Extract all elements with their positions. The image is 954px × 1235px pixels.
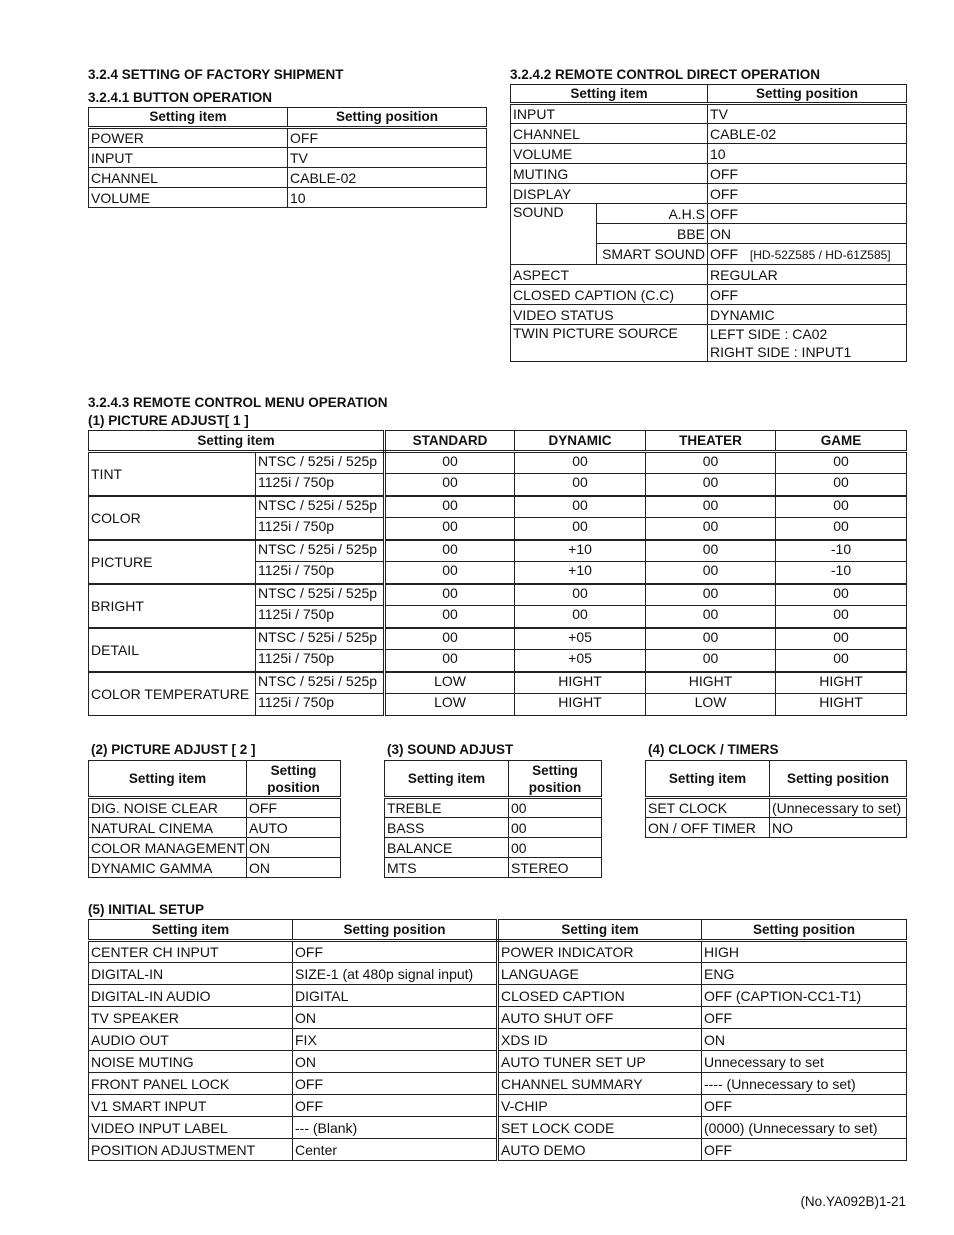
setting-value: 00 <box>776 628 907 650</box>
sound-adjust-table <box>384 760 602 878</box>
column-header: Setting position <box>288 108 487 128</box>
setting-value: 00 <box>385 452 515 474</box>
setting-value: +05 <box>515 628 646 650</box>
setting-value: +10 <box>515 562 646 584</box>
setting-position: 00 <box>509 798 602 818</box>
column-header: Setting position <box>708 85 907 104</box>
setting-item: COLOR <box>89 496 256 540</box>
setting-value: +05 <box>515 650 646 672</box>
subheading-picture-adjust-1: (1) PICTURE ADJUST[ 1 ] <box>88 413 249 428</box>
setting-item: POWER INDICATOR <box>498 941 702 963</box>
setting-position: AUTO <box>247 818 341 838</box>
signal-format: 1125i / 750p <box>256 518 385 540</box>
setting-position: REGULAR <box>708 265 907 285</box>
picture-adjust-2-table <box>88 760 341 878</box>
setting-position: (Unnecessary to set) <box>770 798 907 818</box>
table-row <box>89 672 907 694</box>
signal-format: 1125i / 750p <box>256 694 385 716</box>
initial-setup-table <box>88 919 907 1161</box>
setting-item: AUDIO OUT <box>89 1029 293 1051</box>
setting-item: TREBLE <box>385 798 509 818</box>
table-row <box>89 1007 907 1029</box>
setting-value: HIGHT <box>646 672 776 694</box>
setting-position: 10 <box>708 144 907 164</box>
setting-item: NATURAL CINEMA <box>89 818 247 838</box>
setting-position: OFF <box>293 941 498 963</box>
signal-format: 1125i / 750p <box>256 474 385 496</box>
setting-item: BALANCE <box>385 838 509 858</box>
setting-value: 00 <box>646 452 776 474</box>
setting-item: VIDEO INPUT LABEL <box>89 1117 293 1139</box>
section-heading-remote-direct: 3.2.4.2 REMOTE CONTROL DIRECT OPERATION <box>510 67 821 82</box>
table-row <box>89 584 907 606</box>
setting-position: ON <box>293 1007 498 1029</box>
setting-item: POWER <box>89 128 288 148</box>
setting-position: (0000) (Unnecessary to set) <box>702 1117 907 1139</box>
setting-item: TINT <box>89 452 256 496</box>
column-header: Setting item <box>498 920 702 941</box>
setting-item: ASPECT <box>511 265 708 285</box>
column-header: DYNAMIC <box>515 431 646 452</box>
setting-item: SET CLOCK <box>646 798 770 818</box>
signal-format: NTSC / 525i / 525p <box>256 496 385 518</box>
setting-item: DIGITAL-IN AUDIO <box>89 985 293 1007</box>
setting-item: MUTING <box>511 164 708 184</box>
setting-value: 00 <box>646 540 776 562</box>
setting-value: HIGHT <box>515 694 646 716</box>
setting-item: AUTO TUNER SET UP <box>498 1051 702 1073</box>
sound-sub-item: A.H.S <box>597 204 708 224</box>
setting-item: AUTO SHUT OFF <box>498 1007 702 1029</box>
setting-value: 00 <box>646 650 776 672</box>
setting-value: 00 <box>646 606 776 628</box>
table-row <box>89 1073 907 1095</box>
setting-value: HIGHT <box>776 694 907 716</box>
twin-right-side: RIGHT SIDE : INPUT1 <box>710 344 852 360</box>
setting-value: 00 <box>385 562 515 584</box>
column-header: Setting position <box>509 761 602 798</box>
setting-item-sound: SOUND <box>511 204 597 265</box>
clock-timers-table <box>645 760 907 838</box>
setting-item: CLOSED CAPTION (C.C) <box>511 285 708 305</box>
setting-position: --- (Blank) <box>293 1117 498 1139</box>
setting-position: Unnecessary to set <box>702 1051 907 1073</box>
setting-position: OFF <box>708 184 907 204</box>
setting-value: 00 <box>385 584 515 606</box>
setting-item: CHANNEL <box>511 124 708 144</box>
setting-item: COLOR TEMPERATURE <box>89 672 256 716</box>
setting-value: 00 <box>776 518 907 540</box>
setting-value: 00 <box>385 518 515 540</box>
column-header: Setting position <box>247 761 341 798</box>
setting-position: NO <box>770 818 907 838</box>
setting-value: 00 <box>646 584 776 606</box>
column-header: Setting item <box>89 761 247 798</box>
setting-item: VOLUME <box>511 144 708 164</box>
column-header: Setting item <box>511 85 708 104</box>
setting-position: TV <box>288 148 487 168</box>
setting-position: Center <box>293 1139 498 1161</box>
twin-left-side: LEFT SIDE : CA02 <box>710 326 828 342</box>
setting-item: DISPLAY <box>511 184 708 204</box>
setting-item: POSITION ADJUSTMENT <box>89 1139 293 1161</box>
setting-position: ON <box>293 1051 498 1073</box>
setting-item: AUTO DEMO <box>498 1139 702 1161</box>
setting-value: 00 <box>385 496 515 518</box>
column-header: Setting position <box>770 761 907 798</box>
table-row <box>89 963 907 985</box>
setting-item: MTS <box>385 858 509 878</box>
table-row <box>89 496 907 518</box>
setting-value: 00 <box>776 584 907 606</box>
table-row <box>89 1095 907 1117</box>
setting-value: 00 <box>776 474 907 496</box>
setting-position: OFF <box>708 204 907 224</box>
setting-position: STEREO <box>509 858 602 878</box>
column-header: GAME <box>776 431 907 452</box>
section-heading-remote-menu: 3.2.4.3 REMOTE CONTROL MENU OPERATION <box>88 395 388 410</box>
model-note: [HD-52Z585 / HD-61Z585] <box>749 247 891 262</box>
setting-item: V-CHIP <box>498 1095 702 1117</box>
setting-position: 00 <box>509 838 602 858</box>
setting-value: 00 <box>646 518 776 540</box>
setting-position: DIGITAL <box>293 985 498 1007</box>
setting-position: OFF <box>708 164 907 184</box>
setting-value: 00 <box>515 518 646 540</box>
setting-position: 10 <box>288 188 487 208</box>
setting-value: LOW <box>646 694 776 716</box>
setting-item: FRONT PANEL LOCK <box>89 1073 293 1095</box>
setting-value: 00 <box>385 606 515 628</box>
picture-adjust-1-table <box>88 430 907 716</box>
setting-position: FIX <box>293 1029 498 1051</box>
subheading-initial-setup: (5) INITIAL SETUP <box>88 902 205 917</box>
setting-position: OFF <box>288 128 487 148</box>
setting-item: BRIGHT <box>89 584 256 628</box>
setting-position-twin-picture <box>708 325 907 362</box>
setting-position: CABLE-02 <box>708 124 907 144</box>
setting-position: ENG <box>702 963 907 985</box>
setting-item: LANGUAGE <box>498 963 702 985</box>
setting-value: 00 <box>776 606 907 628</box>
table-row <box>89 985 907 1007</box>
setting-item: VOLUME <box>89 188 288 208</box>
setting-position: OFF <box>247 798 341 818</box>
column-header: STANDARD <box>385 431 515 452</box>
setting-item: COLOR MANAGEMENT <box>89 838 247 858</box>
subheading-clock-timers: (4) CLOCK / TIMERS <box>648 742 779 757</box>
setting-position: ON <box>708 224 907 244</box>
setting-item: INPUT <box>511 104 708 124</box>
setting-position-value: OFF <box>710 245 739 262</box>
setting-item: CLOSED CAPTION <box>498 985 702 1007</box>
setting-position: HIGH <box>702 941 907 963</box>
setting-position: OFF <box>702 1095 907 1117</box>
setting-position: ON <box>247 838 341 858</box>
setting-value: 00 <box>515 452 646 474</box>
setting-value: 00 <box>385 540 515 562</box>
button-operation-table <box>88 107 487 208</box>
column-header: Setting item <box>89 431 385 452</box>
setting-item: INPUT <box>89 148 288 168</box>
setting-position: ON <box>702 1029 907 1051</box>
table-row <box>89 628 907 650</box>
sound-sub-item: BBE <box>597 224 708 244</box>
setting-position: ---- (Unnecessary to set) <box>702 1073 907 1095</box>
remote-direct-table <box>510 84 907 362</box>
setting-item: XDS ID <box>498 1029 702 1051</box>
table-row <box>89 941 907 963</box>
setting-item: TV SPEAKER <box>89 1007 293 1029</box>
subheading-picture-adjust-2: (2) PICTURE ADJUST [ 2 ] <box>91 742 256 757</box>
setting-position: OFF <box>293 1073 498 1095</box>
subheading-sound-adjust: (3) SOUND ADJUST <box>387 742 514 757</box>
setting-value: 00 <box>776 650 907 672</box>
setting-value: +10 <box>515 540 646 562</box>
signal-format: NTSC / 525i / 525p <box>256 540 385 562</box>
setting-value: 00 <box>646 628 776 650</box>
setting-value: LOW <box>385 672 515 694</box>
table-row <box>89 452 907 474</box>
column-header: Setting item <box>646 761 770 798</box>
column-header: Setting item <box>89 108 288 128</box>
setting-value: -10 <box>776 540 907 562</box>
setting-value: HIGHT <box>776 672 907 694</box>
setting-item: VIDEO STATUS <box>511 305 708 325</box>
setting-value: HIGHT <box>515 672 646 694</box>
setting-item: V1 SMART INPUT <box>89 1095 293 1117</box>
page-number: (No.YA092B)1-21 <box>800 1194 906 1209</box>
column-header: Setting item <box>385 761 509 798</box>
setting-value: 00 <box>515 474 646 496</box>
column-header: Setting position <box>702 920 907 941</box>
setting-item: DYNAMIC GAMMA <box>89 858 247 878</box>
setting-position: DYNAMIC <box>708 305 907 325</box>
setting-item: PICTURE <box>89 540 256 584</box>
setting-value: 00 <box>646 474 776 496</box>
setting-value: 00 <box>385 474 515 496</box>
table-row <box>89 540 907 562</box>
column-header: Setting position <box>293 920 498 941</box>
setting-position: OFF (CAPTION-CC1-T1) <box>702 985 907 1007</box>
setting-item: CHANNEL <box>89 168 288 188</box>
table-row <box>89 1117 907 1139</box>
setting-value: 00 <box>385 628 515 650</box>
setting-value: 00 <box>515 584 646 606</box>
setting-value: 00 <box>515 496 646 518</box>
setting-value: 00 <box>515 606 646 628</box>
table-row <box>89 1139 907 1161</box>
signal-format: 1125i / 750p <box>256 606 385 628</box>
setting-position: OFF <box>293 1095 498 1117</box>
setting-item: ON / OFF TIMER <box>646 818 770 838</box>
setting-item: SET LOCK CODE <box>498 1117 702 1139</box>
setting-position: CABLE-02 <box>288 168 487 188</box>
sound-sub-item: SMART SOUND <box>597 244 708 265</box>
setting-position-smart-sound <box>708 244 907 265</box>
signal-format: NTSC / 525i / 525p <box>256 628 385 650</box>
column-header: THEATER <box>646 431 776 452</box>
signal-format: NTSC / 525i / 525p <box>256 584 385 606</box>
setting-position: SIZE-1 (at 480p signal input) <box>293 963 498 985</box>
section-heading-button-operation: 3.2.4.1 BUTTON OPERATION <box>88 90 273 105</box>
table-row <box>89 1029 907 1051</box>
setting-position: TV <box>708 104 907 124</box>
column-header: Setting item <box>89 920 293 941</box>
signal-format: 1125i / 750p <box>256 650 385 672</box>
setting-value: 00 <box>646 496 776 518</box>
setting-value: 00 <box>646 562 776 584</box>
setting-position: 00 <box>509 818 602 838</box>
setting-position: OFF <box>708 285 907 305</box>
setting-value: 00 <box>776 452 907 474</box>
setting-position: OFF <box>702 1139 907 1161</box>
section-heading-factory-shipment: 3.2.4 SETTING OF FACTORY SHIPMENT <box>88 67 344 82</box>
setting-position: OFF <box>702 1007 907 1029</box>
setting-item: DETAIL <box>89 628 256 672</box>
setting-item: NOISE MUTING <box>89 1051 293 1073</box>
signal-format: NTSC / 525i / 525p <box>256 672 385 694</box>
setting-value: 00 <box>776 496 907 518</box>
setting-item: CENTER CH INPUT <box>89 941 293 963</box>
setting-value: LOW <box>385 694 515 716</box>
signal-format: 1125i / 750p <box>256 562 385 584</box>
setting-item-twin-picture: TWIN PICTURE SOURCE <box>511 325 708 362</box>
setting-item: BASS <box>385 818 509 838</box>
setting-value: 00 <box>385 650 515 672</box>
setting-item: CHANNEL SUMMARY <box>498 1073 702 1095</box>
setting-position: ON <box>247 858 341 878</box>
signal-format: NTSC / 525i / 525p <box>256 452 385 474</box>
setting-item: DIGITAL-IN <box>89 963 293 985</box>
setting-value: -10 <box>776 562 907 584</box>
setting-item: DIG. NOISE CLEAR <box>89 798 247 818</box>
table-row <box>89 1051 907 1073</box>
